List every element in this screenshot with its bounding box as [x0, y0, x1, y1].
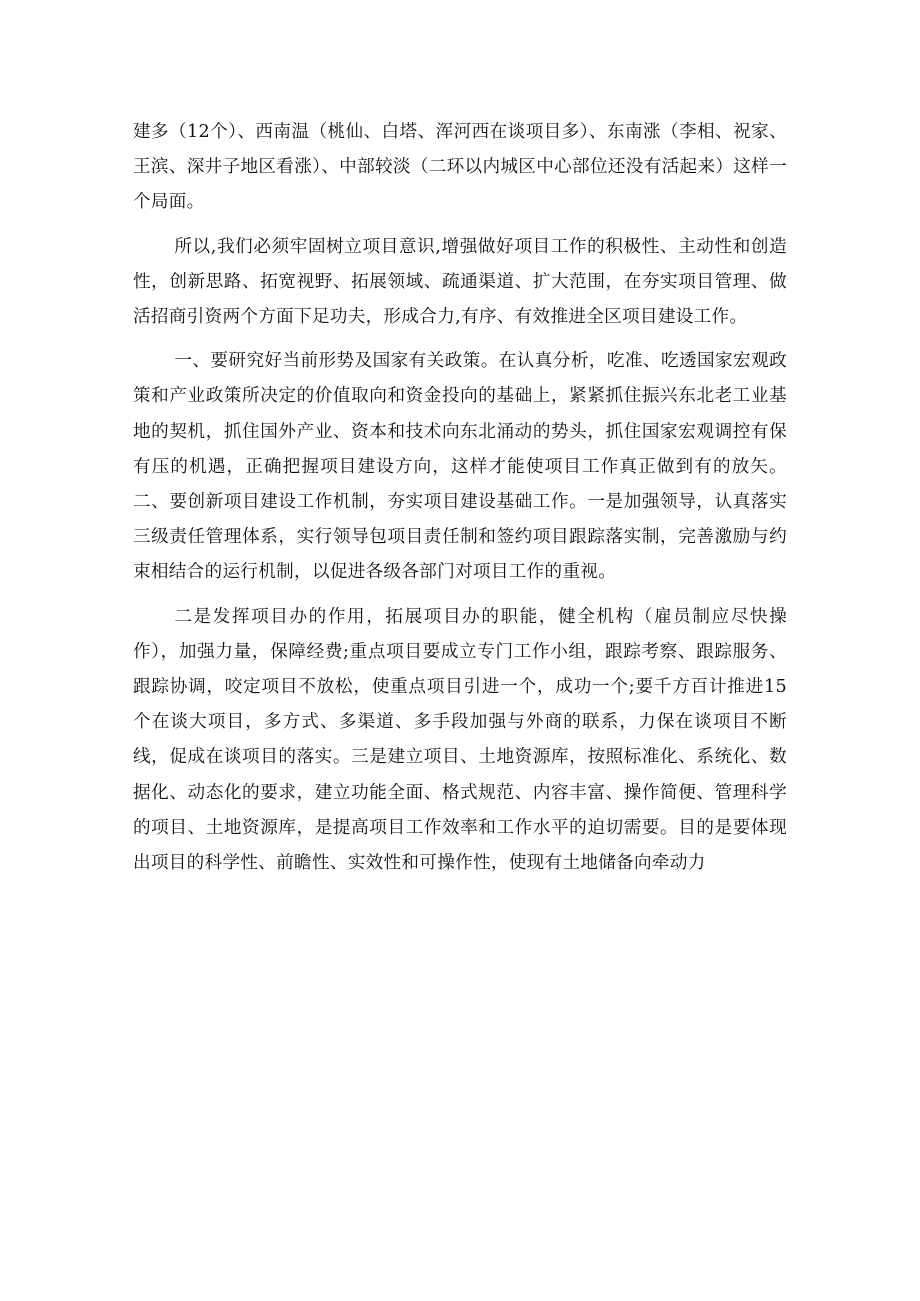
paragraph-2: 所以,我们必须牢固树立项目意识,增强做好项目工作的积极性、主动性和创造性，创新思路、拓宽视野、拓展领域、疏通渠道、扩大范围，在夯实项目管理、做活招商引资两个方面下足功夫，形成合力,有序、有效推进全区项目建设工作。 — [133, 236, 787, 328]
paragraph-3: 一、要研究好当前形势及国家有关政策。在认真分析，吃准、吃透国家宏观政策和产业政策所决定的价值取向和资金投向的基础上，紧紧抓住振兴东北老工业基地的契机，抓住国外产业、资本和技术向东北涌动的势头，抓住国家宏观调控有保有压的机遇，正确把握项目建设方向，这样才能使项目工作真正做到有的放矢。二、要创新项目建设工作机制，夯实项目建设基础工作。一是加强领导，认真落实三级责任管理体系，实行领导包项目责任制和签约项目跟踪落实制，完善激励与约束相结合的运行机制，以促进各级各部门对项目工作的重视。 — [133, 351, 787, 583]
paragraph-4: 二是发挥项目办的作用，拓展项目办的职能，健全机构（雇员制应尽快操作），加强力量，保障经费;重点项目要成立专门工作小组，跟踪考察、跟踪服务、跟踪协调，咬定项目不放松，使重点项目引进一个，成功一个;要千方百计推进15个在谈大项目，多方式、多渠道、多手段加强与外商的联系，力保在谈项目不断线，促成在谈项目的落实。三是建立项目、土地资源库，按照标准化、系统化、数据化、动态化的要求，建立功能全面、格式规范、内容丰富、操作简便、管理科学的项目、土地资源库，是提高项目工作效率和工作水平的迫切需要。目的是要体现出项目的科学性、前瞻性、实效性和可操作性，使现有土地储备向牵动力 — [133, 606, 787, 874]
paragraph-1: 建多（12个）、西南温（桃仙、白塔、浑河西在谈项目多）、东南涨（李相、祝家、王滨、深井子地区看涨）、中部较淡（二环以内城区中心部位还没有活起来）这样一个局面。 — [133, 122, 787, 213]
document-body — [133, 115, 787, 881]
